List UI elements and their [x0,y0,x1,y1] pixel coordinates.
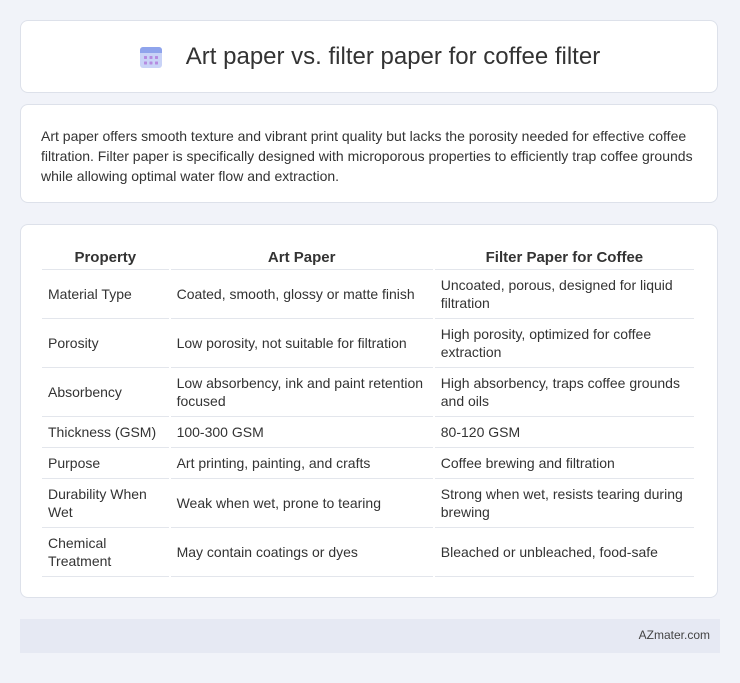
calendar-icon [138,44,164,70]
art-paper-cell: May contain coatings or dyes [171,528,433,577]
table-row [42,448,694,479]
property-cell: Durability When Wet [42,479,169,528]
table-row [42,417,694,448]
property-cell: Porosity [42,319,169,368]
table-row [42,319,694,368]
art-paper-cell: Low porosity, not suitable for filtration [171,319,433,368]
table-row [42,528,694,577]
property-cell: Purpose [42,448,169,479]
filter-paper-cell: 80-120 GSM [435,417,694,448]
intro-text: Art paper offers smooth texture and vibrant print quality but lacks the porosity needed for effective coffee filtration. Filter paper is specifically designed with microporous properties to efficiently trap coffee grounds while allowing optimal water flow and extraction. [41,128,693,184]
table-header-row [42,245,694,270]
art-paper-cell: 100-300 GSM [171,417,433,448]
property-cell: Material Type [42,270,169,319]
comparison-table [40,245,696,577]
intro-card [20,104,718,203]
art-paper-cell: Low absorbency, ink and paint retention focused [171,368,433,417]
header-filter-paper: Filter Paper for Coffee [435,245,694,270]
filter-paper-cell: High absorbency, traps coffee grounds and oils [435,368,694,417]
title-card [20,20,718,93]
art-paper-cell: Art printing, painting, and crafts [171,448,433,479]
header-property: Property [42,245,169,270]
property-cell: Thickness (GSM) [42,417,169,448]
filter-paper-cell: Coffee brewing and filtration [435,448,694,479]
property-cell: Absorbency [42,368,169,417]
footer-brand[interactable]: AZmater.com [638,628,710,642]
page-title: Art paper vs. filter paper for coffee filter [185,42,601,70]
art-paper-cell: Weak when wet, prone to tearing [171,479,433,528]
table-row [42,368,694,417]
filter-paper-cell: Strong when wet, resists tearing during brewing [435,479,694,528]
table-row [42,270,694,319]
table-row [42,479,694,528]
header-art-paper: Art Paper [171,245,433,270]
property-cell: Chemical Treatment [42,528,169,577]
filter-paper-cell: Uncoated, porous, designed for liquid filtration [435,270,694,319]
art-paper-cell: Coated, smooth, glossy or matte finish [171,270,433,319]
footer-bar [20,619,720,653]
filter-paper-cell: High porosity, optimized for coffee extraction [435,319,694,368]
filter-paper-cell: Bleached or unbleached, food-safe [435,528,694,577]
comparison-table-card [20,224,718,598]
